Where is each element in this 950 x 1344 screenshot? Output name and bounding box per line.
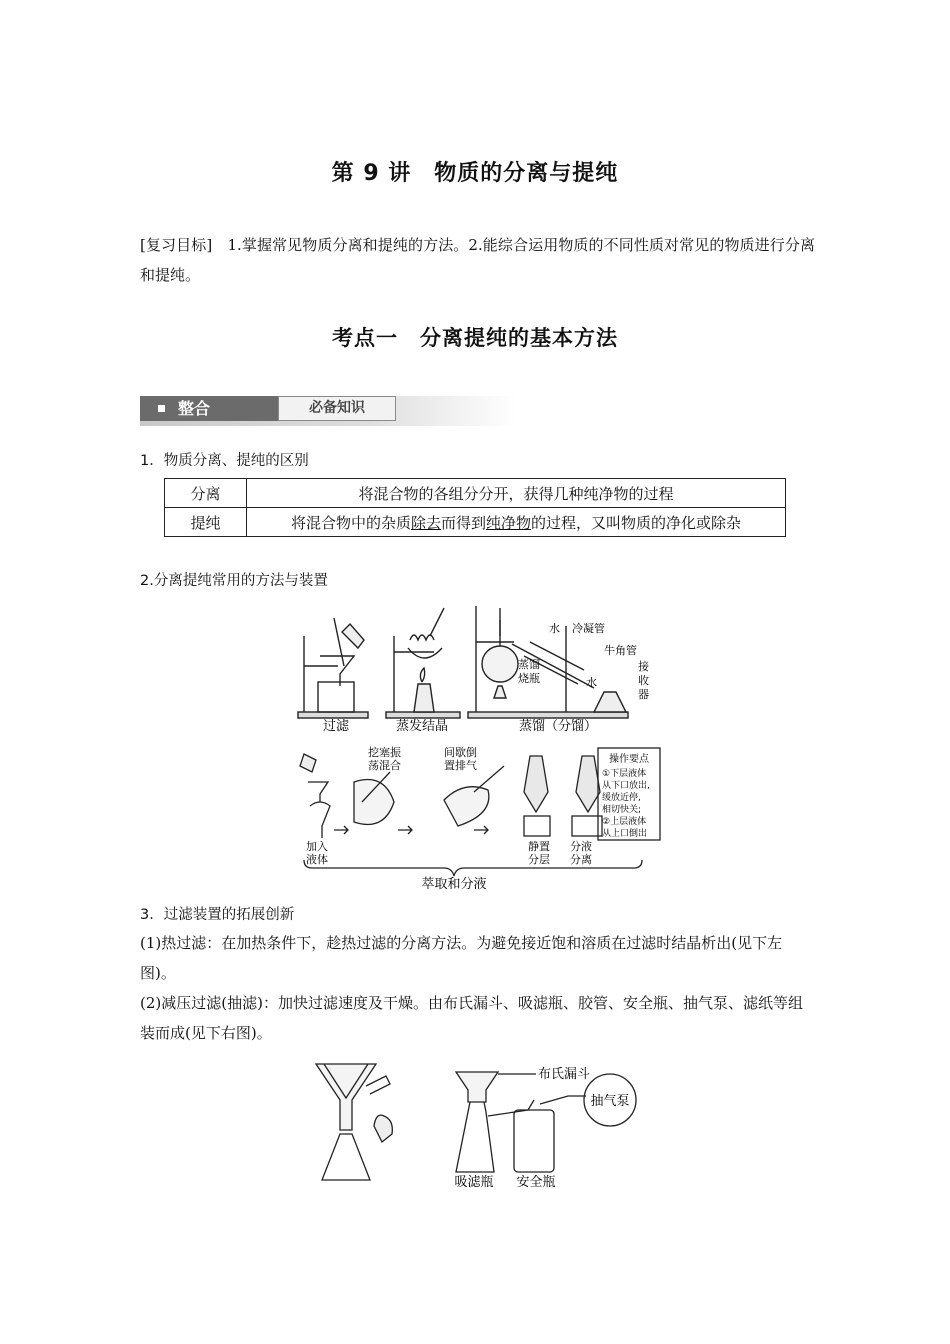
label-condenser: 冷凝管: [572, 622, 605, 635]
label-water-in: 水: [549, 622, 560, 635]
banner-primary-label: 整合: [178, 399, 211, 418]
square-bullet-icon: [158, 405, 165, 412]
table-term: 分离: [165, 479, 247, 508]
def-underline: 除去: [410, 513, 441, 532]
label-adapter: 牛角管: [604, 644, 637, 657]
review-objective: [140, 230, 815, 290]
step-separate-2: 分离: [570, 853, 592, 866]
extraction-figure: [294, 742, 666, 894]
label-flask-1: 蒸馏: [518, 658, 540, 671]
step-add-2: 液体: [306, 853, 328, 866]
table-row: [165, 479, 786, 508]
label-receiver-2: 收: [638, 674, 649, 687]
label-receiver-3: 器: [638, 688, 649, 701]
note-line: 缓放近停,: [602, 793, 641, 803]
note-line: 相切快关;: [602, 805, 642, 815]
note-title: 操作要点: [609, 754, 649, 765]
page-title: 第 9 讲 物质的分离与提纯: [331, 161, 619, 186]
label-safety-bottle: 安全瓶: [516, 1175, 556, 1190]
note-line: ②上层液体: [602, 817, 647, 827]
label-flask-2: 烧瓶: [518, 672, 540, 685]
comparison-table: [164, 478, 786, 537]
item1-heading: 1．物质分离、提纯的区别: [140, 453, 309, 469]
section-banner: [140, 396, 518, 426]
table-definition: [247, 508, 786, 537]
label-water-out: 水: [586, 676, 597, 689]
banner-primary: [140, 396, 280, 421]
step-vent-1: 间歇倒: [444, 746, 477, 759]
note-line: ①下层液体: [602, 769, 647, 779]
section-title: 考点一 分离提纯的基本方法: [332, 326, 618, 350]
step-shake-1: 挖塞振: [368, 746, 401, 759]
step-stand-1: 静置: [528, 840, 550, 853]
table-term: 提纯: [165, 508, 247, 537]
label-pump: 抽气泵: [590, 1094, 630, 1109]
step-shake-2: 荡混合: [368, 759, 401, 772]
label-receiver-1: 接: [638, 660, 649, 673]
caption-distill: 蒸馏（分馏）: [518, 719, 598, 734]
caption-evaporate: 蒸发结晶: [395, 719, 449, 734]
step-vent-2: 置排气: [444, 759, 477, 772]
filtration-extension-figure: [310, 1060, 670, 1190]
step-separate-1: 分液: [570, 840, 592, 853]
objective-label: [复习目标]: [140, 236, 213, 254]
note-line: 从上口倒出: [602, 829, 648, 839]
def-text: 将混合物中的杂质: [290, 513, 411, 532]
label-buchner: 布氏漏斗: [538, 1067, 591, 1082]
item3-heading: 3．过滤装置的拓展创新: [140, 907, 295, 923]
table-definition: 将混合物的各组分分开，获得几种纯净物的过程: [247, 479, 786, 508]
objective-text: 1.掌握常见物质分离和提纯的方法。2.能综合运用物质的不同性质对常见的物质进行分离和提纯。: [140, 236, 815, 284]
paragraph-vacuum-filtration: (2)减压过滤(抽滤)：加快过滤速度及干燥。由布氏漏斗、吸滤瓶、胶管、安全瓶、抽气泵、滤纸等组装而成(见下右图)。: [140, 994, 803, 1042]
banner-secondary: 必备知识: [278, 396, 396, 421]
step-add-1: 加入: [306, 840, 328, 853]
paragraph-hot-filtration: (1)热过滤：在加热条件下，趁热过滤的分离方法。为避免接近饱和溶质在过滤时结晶析出(见下左图)。: [140, 934, 783, 982]
def-text: 的过程，又叫物质的净化或除杂: [531, 513, 742, 532]
item2-heading: 2.分离提纯常用的方法与装置: [140, 573, 328, 589]
caption-filter: 过滤: [322, 719, 350, 734]
separation-apparatus-figure: [294, 596, 656, 736]
def-text: 而得到: [440, 513, 486, 532]
label-filter-flask: 吸滤瓶: [454, 1175, 494, 1190]
step-stand-2: 分层: [528, 853, 550, 866]
caption-extraction: 萃取和分液: [421, 877, 487, 892]
def-underline: 纯净物: [486, 513, 532, 532]
table-row: [165, 508, 786, 537]
note-line: 从下口放出,: [602, 781, 650, 791]
